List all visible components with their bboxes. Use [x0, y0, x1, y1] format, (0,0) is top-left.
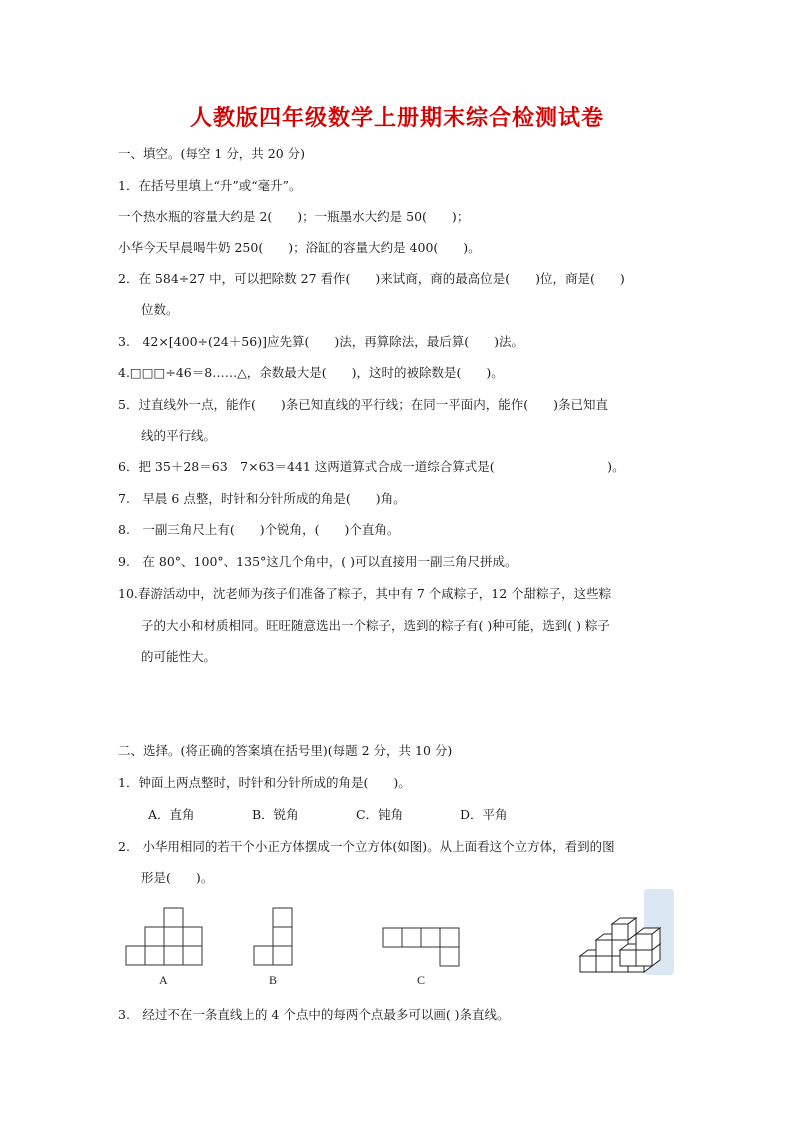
section1-heading: 一、填空。(每空 1 分，共 20 分) [118, 146, 306, 161]
option-b: B．锐角 [252, 807, 299, 822]
choice-question-1: 1．钟面上两点整时，时针和分针所成的角是( )。 [118, 775, 411, 790]
question-8: 8. 一副三角尺上有( )个锐角，( )个直角。 [118, 522, 400, 537]
question-10-cont-b: 的可能性大。 [141, 649, 217, 664]
question-3: 3. 42×[400÷(24＋56)]应先算( )法，再算除法，最后算( )法。 [118, 334, 524, 349]
choice-question-2-cont: 形是( )。 [141, 870, 214, 885]
question-1-line-a: 一个热水瓶的容量大约是 2( )；一瓶墨水大约是 50( )； [118, 209, 470, 224]
cube-face [620, 950, 636, 966]
choice-question-2: 2. 小华用相同的若干个小正方体摆成一个立方体(如图)。从上面看这个立方体，看到的图 [118, 839, 615, 854]
cube-face [596, 940, 612, 956]
option-a: A．直角 [148, 807, 195, 822]
question-2-cont: 位数。 [141, 302, 179, 317]
figure-option-c [381, 926, 461, 968]
cube-face [596, 956, 612, 972]
question-7: 7. 早晨 6 点整，时针和分针所成的角是( )角。 [118, 491, 406, 506]
option-d: D．平角 [460, 807, 508, 822]
question-10-cont-a: 子的大小和材质相同。旺旺随意选出一个粽子，选到的粽子有( )种可能，选到( ) 粽子 [141, 618, 610, 633]
cube-face [580, 956, 596, 972]
cube-face [636, 950, 652, 966]
question-5: 5．过直线外一点，能作( )条已知直线的平行线；在同一平面内，能作( )条已知直 [118, 397, 608, 412]
page-title: 人教版四年级数学上册期末综合检测试卷 [189, 106, 604, 131]
question-6: 6．把 35＋28＝63 7×63＝441 这两道算式合成一道综合算式是( )。 [118, 459, 625, 474]
question-9: 9. 在 80°、100°、135°这几个角中，( )可以直接用一副三角尺拼成。 [118, 554, 518, 569]
figure-label-c: C [417, 973, 426, 987]
cube-stack-illustration [576, 892, 676, 972]
question-1: 1．在括号里填上“升”或“毫升”。 [118, 178, 302, 193]
question-10: 10.春游活动中，沈老师为孩子们准备了粽子，其中有 7 个咸粽子，12 个甜粽子，这些粽 [118, 586, 612, 601]
figure-label-a: A [159, 973, 168, 987]
section2-heading: 二、选择。(将正确的答案填在括号里)(每题 2 分，共 10 分) [118, 743, 453, 758]
question-1-line-b: 小华今天早晨喝牛奶 250( )；浴缸的容量大约是 400( )。 [118, 240, 481, 255]
option-c: C．钝角 [356, 807, 404, 822]
figure-label-b: B [269, 973, 278, 987]
question-4: 4.□□□÷46＝8……△，余数最大是( )，这时的被除数是( )。 [118, 365, 504, 380]
choice-question-3: 3. 经过不在一条直线上的 4 个点中的每两个点最多可以画( )条直线。 [118, 1007, 510, 1022]
choice-question-1-options [148, 806, 564, 824]
question-5-cont: 线的平行线。 [141, 428, 217, 443]
cube-face [636, 934, 652, 950]
cube-face [612, 924, 628, 940]
figure-option-b [254, 906, 294, 966]
question-2: 2．在 584÷27 中，可以把除数 27 看作( )来试商，商的最高位是( )位，商是( ) [118, 271, 625, 286]
